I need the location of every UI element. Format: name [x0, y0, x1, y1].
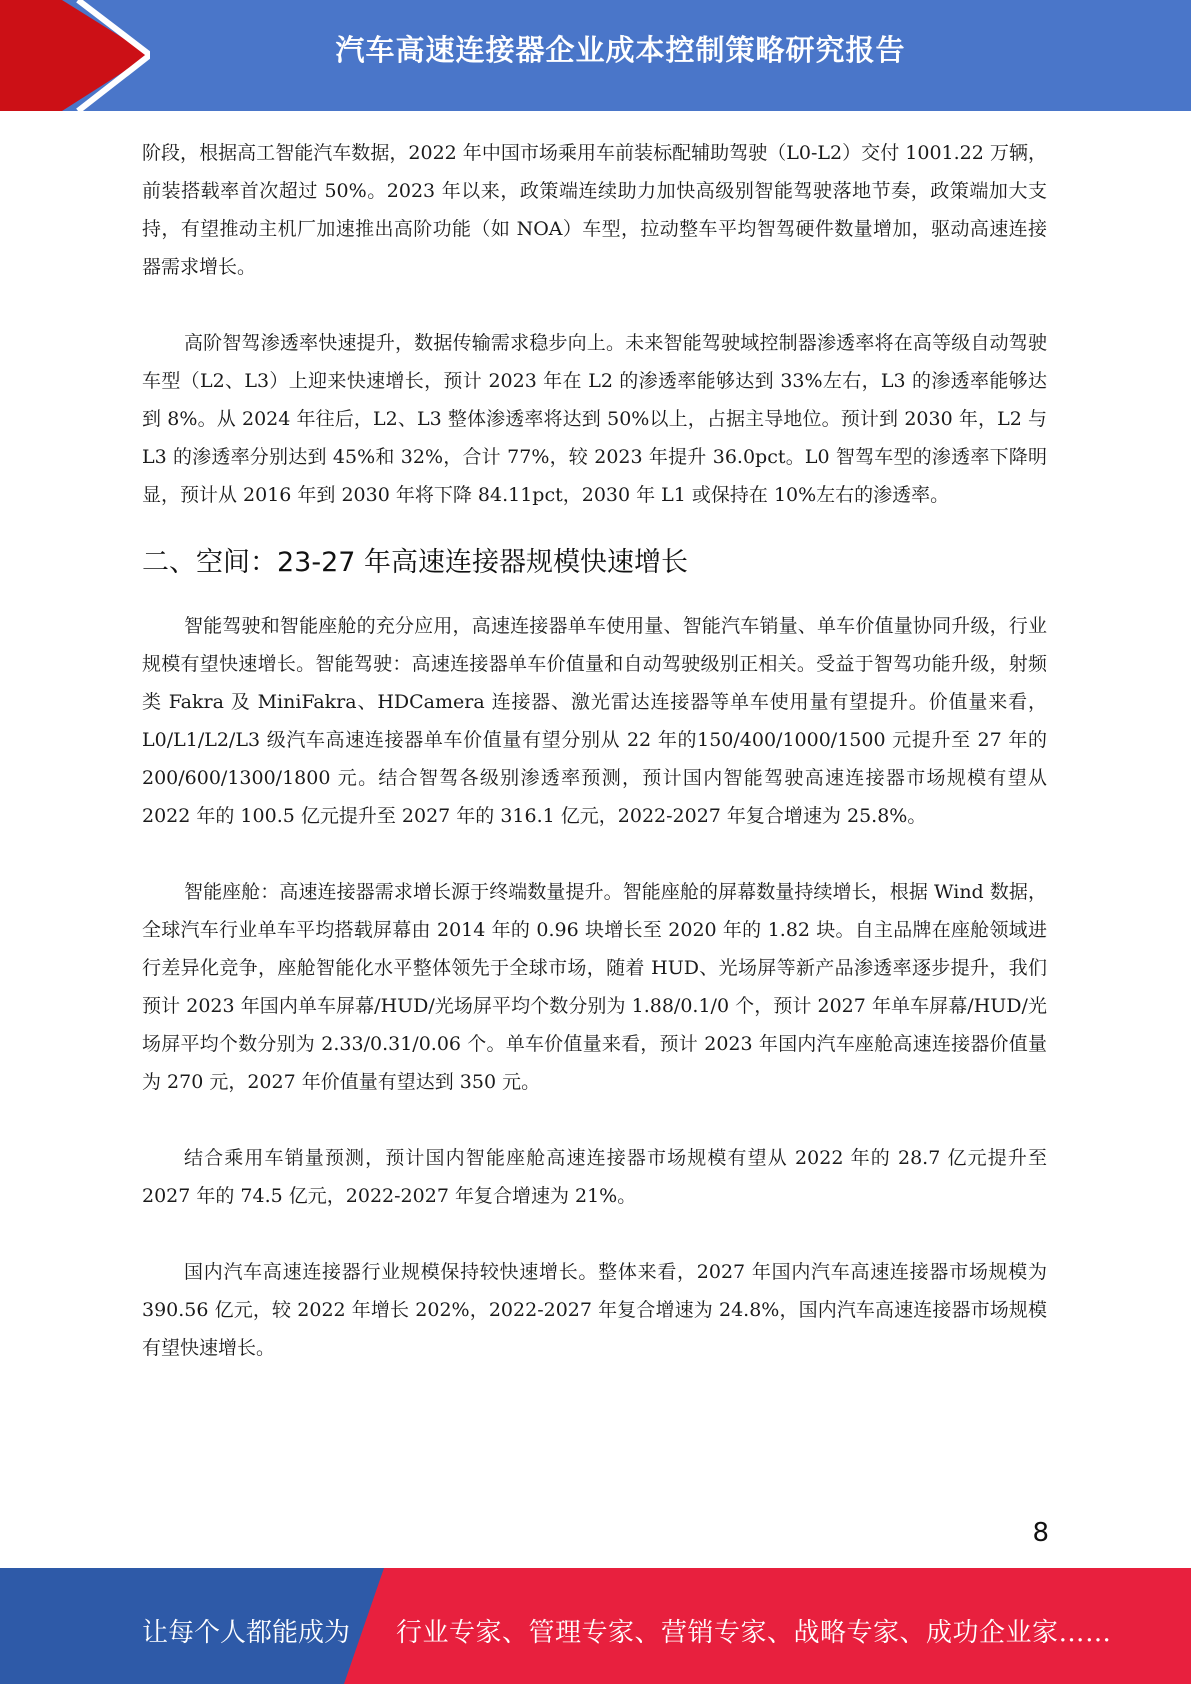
- footer-slogan-right: 行业专家、管理专家、营销专家、战略专家、成功企业家……: [396, 1618, 1112, 1648]
- paragraph: 智能座舱：高速连接器需求增长源于终端数量提升。智能座舱的屏幕数量持续增长，根据 Wind 数据，全球汽车行业单车平均搭载屏幕由 2014 年的 0.96 块增长至 2020 年的 1.82 块。自主品牌在座舱领域进行差异化竞争，座舱智能化水平整体领先于全球市场，随着 HUD、光场屏等新产品渗透率逐步提升，我们预计 2023 年国内单车屏幕/HUD/光场屏平均个数分别为 1.88/0.1/0 个，预计 2027 年单车屏幕/HUD/光场屏平均个数分别为 2.33/0.31/0.06 个。单车价值量来看，预计 2023 年国内汽车座舱高速连接器价值量为 270 元，2027 年价值量有望达到 350 元。: [142, 881, 1047, 1093]
- paragraph: 智能驾驶和智能座舱的充分应用，高速连接器单车使用量、智能汽车销量、单车价值量协同升级，行业规模有望快速增长。智能驾驶：高速连接器单车价值量和自动驾驶级别正相关。受益于智驾功能升级，射频类 Fakra 及 MiniFakra、HDCamera 连接器、激光雷达连接器等单车使用量有望提升。价值量来看，L0/L1/L2/L3 级汽车高速连接器单车价值量有望分别从 22 年的150/400/1000/1500 元提升至 27 年的 200/600/1300/1800 元。结合智驾各级别渗透率预测，预计国内智能驾驶高速连接器市场规模有望从 2022 年的 100.5 亿元提升至 2027 年的 316.1 亿元，2022-2027 年复合增速为 25.8%。: [142, 615, 1047, 827]
- page-header: [0, 0, 1191, 111]
- page-content: [142, 134, 1047, 1367]
- section-heading: 二、空间：23-27 年高速连接器规模快速增长: [142, 547, 689, 578]
- report-title: 汽车高速连接器企业成本控制策略研究报告: [335, 33, 906, 67]
- footer-slogan-left: 让每个人都能成为: [142, 1618, 351, 1648]
- paragraph: 国内汽车高速连接器行业规模保持较快速增长。整体来看，2027 年国内汽车高速连接器市场规模为 390.56 亿元，较 2022 年增长 202%，2022-2027 年复合增速为 24.8%，国内汽车高速连接器市场规模有望快速增长。: [142, 1261, 1047, 1359]
- page-number: 8: [1032, 1518, 1049, 1548]
- paragraph: 高阶智驾渗透率快速提升，数据传输需求稳步向上。未来智能驾驶域控制器渗透率将在高等级自动驾驶车型（L2、L3）上迎来快速增长，预计 2023 年在 L2 的渗透率能够达到 33%左右，L3 的渗透率能够达到 8%。从 2024 年往后，L2、L3 整体渗透率将达到 50%以上，占据主导地位。预计到 2030 年，L2 与 L3 的渗透率分别达到 45%和 32%，合计 77%，较 2023 年提升 36.0pct。L0 智驾车型的渗透率下降明显，预计从 2016 年到 2030 年将下降 84.11pct，2030 年 L1 或保持在 10%左右的渗透率。: [142, 332, 1047, 506]
- page-footer: [0, 1568, 1191, 1684]
- paragraph: 阶段，根据高工智能汽车数据，2022 年中国市场乘用车前装标配辅助驾驶（L0-L2）交付 1001.22 万辆，前装搭载率首次超过 50%。2023 年以来，政策端连续助力加快高级别智能驾驶落地节奏，政策端加大支持，有望推动主机厂加速推出高阶功能（如 NOA）车型，拉动整车平均智驾硬件数量增加，驱动高速连接器需求增长。: [142, 142, 1047, 278]
- paragraph: 结合乘用车销量预测，预计国内智能座舱高速连接器市场规模有望从 2022 年的 28.7 亿元提升至 2027 年的 74.5 亿元，2022-2027 年复合增速为 21%。: [142, 1147, 1047, 1207]
